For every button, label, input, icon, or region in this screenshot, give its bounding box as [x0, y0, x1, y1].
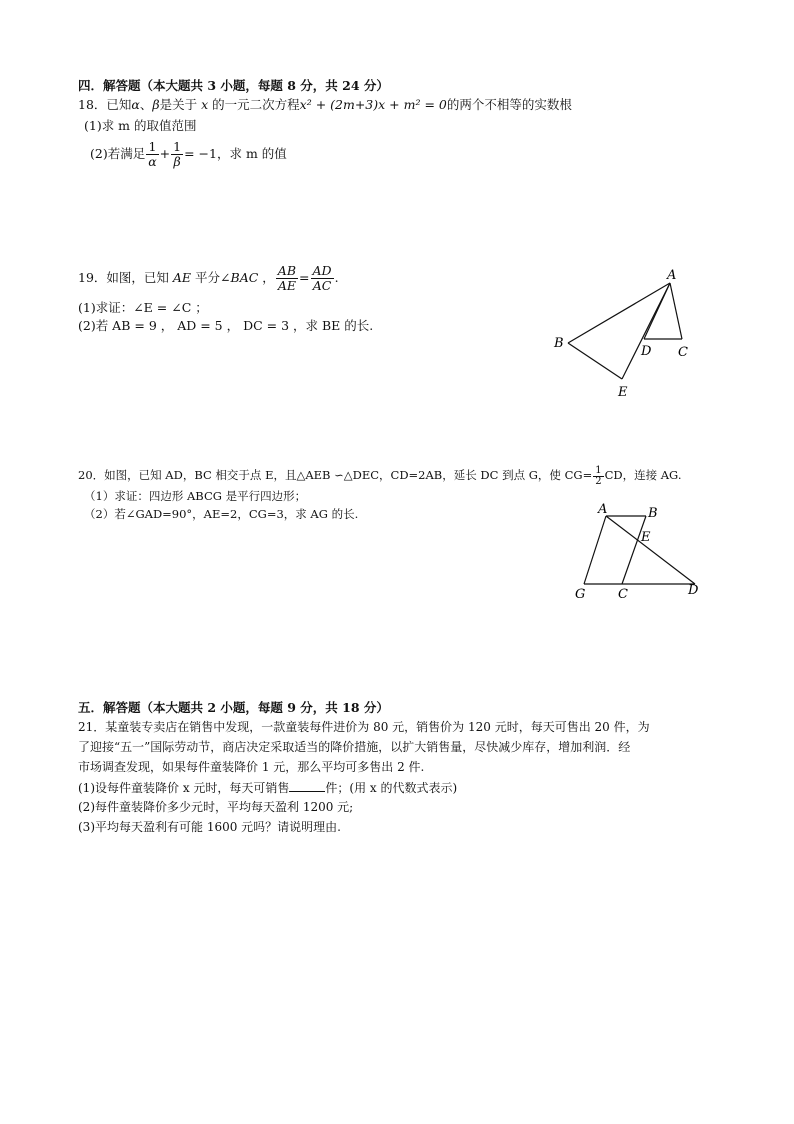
- q20-label-a: A: [598, 502, 608, 517]
- q19-stem: 19．如图，已知 AE 平分∠BAC ， $\frac{AB}{AE}$ = $\frac{AD}{AC}$ .: [78, 263, 339, 293]
- q21-part2: (2)每件童装降价多少元时，平均每天盈利 1200 元;: [78, 800, 354, 814]
- q19-label-e: E: [618, 385, 628, 400]
- q20-label-d: D: [688, 583, 699, 598]
- q18-frac-beta: $\frac{1}{\beta}$: [173, 139, 182, 169]
- section4-title: 四．解答题（本大题共 3 小题，每题 8 分，共 24 分）: [78, 78, 389, 93]
- q20-label-c: C: [618, 587, 628, 600]
- section5-title: 五．解答题（本大题共 2 小题，每题 9 分，共 18 分）: [78, 700, 389, 715]
- q20-segment-ad: [606, 516, 695, 584]
- q19-label-c: C: [678, 345, 688, 360]
- q19-part2: (2)若 AB = 9 ， AD = 5 ， DC = 3 ，求 BE 的长.: [78, 318, 374, 333]
- q20-label-b: B: [648, 506, 658, 521]
- q21-part3: (3)平均每天盈利有可能 1600 元吗？请说明理由.: [78, 820, 341, 834]
- q18-equation: x² + (2m+3)x + m² = 0: [299, 97, 447, 112]
- q20-segment-ga: [584, 516, 606, 584]
- q20-part1: （1）求证：四边形 ABCG 是平行四边形；: [84, 489, 307, 503]
- q21-part1: (1)设每件童装降价 x 元时，每天可销售 件；(用 x 的代数式表示): [78, 781, 458, 795]
- q19-segment-ac: [670, 283, 682, 339]
- q18-part1: (1)求 m 的取值范围: [84, 118, 197, 133]
- q20-label-e: E: [641, 530, 651, 545]
- q19-frac-ab-ae: $\frac{AB}{AE}$: [277, 263, 297, 293]
- q19-label-b: B: [554, 336, 564, 351]
- q19-figure: [540, 262, 710, 402]
- q21-answer-blank[interactable]: [289, 779, 325, 792]
- q18-frac-alpha: $\frac{1}{\alpha}$: [148, 139, 157, 169]
- q20-segment-bc: [622, 516, 646, 584]
- q19-label-d: D: [641, 344, 652, 359]
- q19-segment-be: [568, 343, 622, 379]
- q19-frac-ad-ac: $\frac{AD}{AC}$: [312, 263, 332, 293]
- q20-figure: [570, 500, 710, 600]
- q19-part1: (1)求证：∠E = ∠C ；: [78, 300, 208, 315]
- q20-part2: （2）若∠GAD=90°，AE=2，CG=3，求 AG 的长.: [84, 507, 359, 521]
- q18-stem: 18．已知α、β是关于 x 的一元二次方程x² + (2m+3)x + m² = 0的两个不相等的实数根: [78, 97, 572, 112]
- q19-label-a: A: [667, 268, 677, 283]
- q21-line2: 了迎接“五一”国际劳动节，商店决定采取适当的降价措施，以扩大销售量，尽快减少库存，增加利润．经: [78, 740, 631, 754]
- q18-part2: (2)若满足 $\frac{1}{\alpha}$ + $\frac{1}{\beta}$ = −1，求 m 的值: [90, 139, 287, 169]
- q21-line3: 市场调查发现，如果每件童装降价 1 元，那么平均可多售出 2 件.: [78, 760, 425, 774]
- q21-line1: 21．某童装专卖店在销售中发现，一款童装每件进价为 80 元，销售价为 120 元时，每天可售出 20 件，为: [78, 720, 650, 734]
- q20-label-g: G: [575, 587, 586, 600]
- q20-frac-half: $\frac{1}{2}$: [595, 464, 602, 487]
- q20-stem: 20．如图，已知 AD，BC 相交于点 E，且△AEB ∽△DEC，CD=2AB，延长 DC 到点 G，使 CG= $\frac{1}{2}$ CD，连接 AG.: [78, 464, 682, 487]
